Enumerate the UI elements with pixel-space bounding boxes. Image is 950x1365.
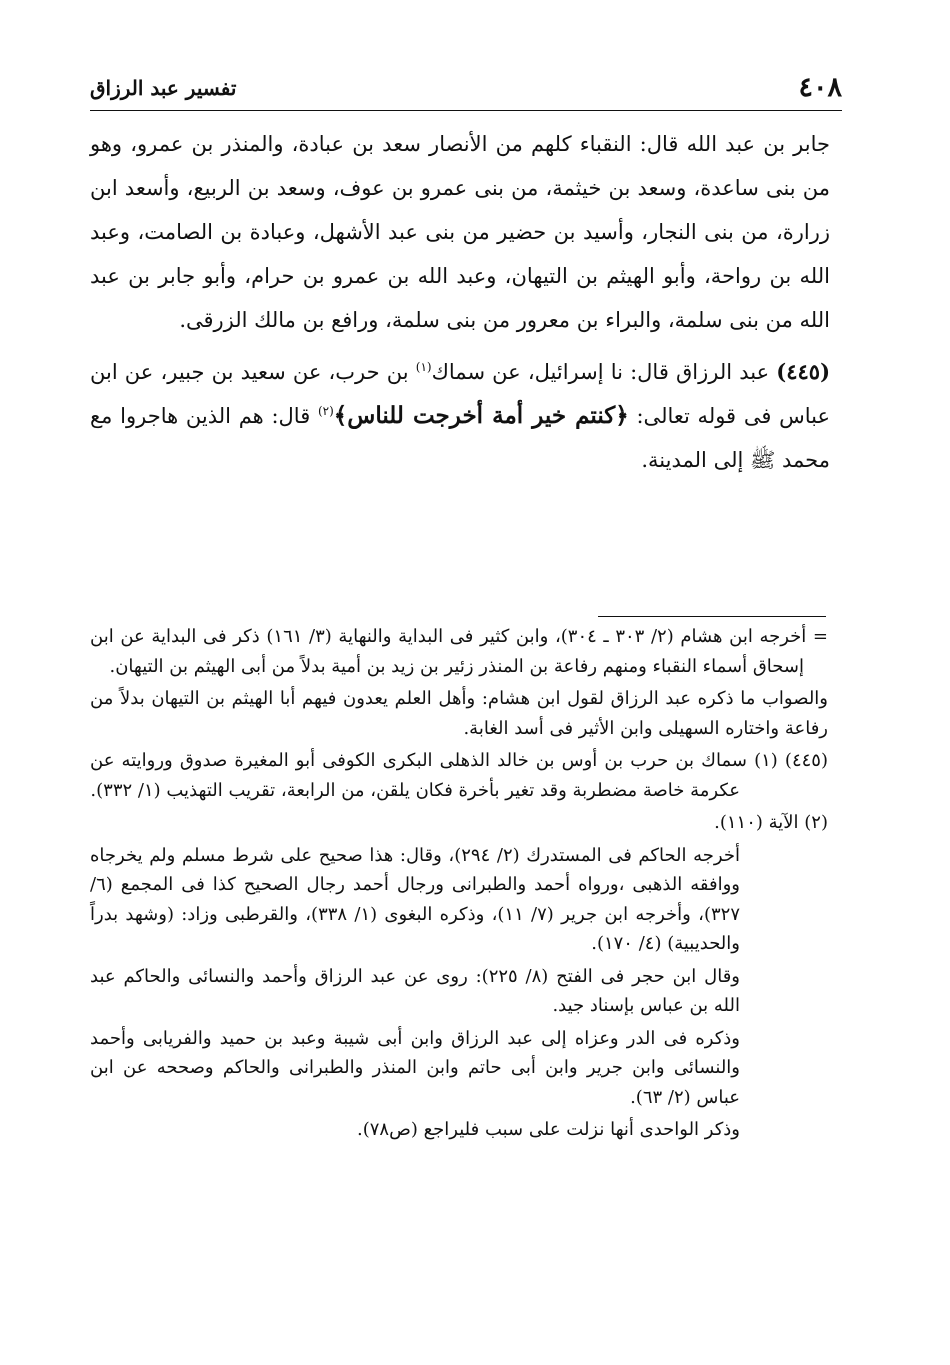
hadith-text-c: قال: هم الذين هاجروا مع محمد ﷺ إلى المدينة.	[90, 404, 830, 472]
footnote-ref-2: (٢)	[317, 404, 334, 418]
footnote-ref-1: (١)	[415, 360, 432, 374]
page-header	[90, 72, 842, 104]
footnote-2-durr: وذكره فى الدر وعزاه إلى عبد الرزاق وابن أبى شيبة وعبد بن حميد والفريابى وأحمد والنسائى وابن جرير وابن أبى حاتم وابن المنذر والطبرانى والحاكم وصححه عن ابن عباس (٢/ ٦٣).	[90, 1027, 740, 1108]
quran-verse: ﴿كنتم خير أمة أخرجت للناس﴾	[333, 402, 629, 429]
footnote-correction: والصواب ما ذكره عبد الرزاق لقول ابن هشام: وأهل العلم يعدون فيهم أبا الهيثم بن التيهان بدلاً من رفاعة واختاره السهيلى وابن الأثير فى أسد الغابة.	[90, 688, 828, 739]
footnote-2: (٢) الآية (١١٠).	[714, 812, 828, 833]
header-rule	[90, 110, 842, 111]
paragraph-naqaba: جابر بن عبد الله قال: النقباء كلهم من الأنصار سعد بن عبادة، والمنذر بن عمرو، وهو من بنى ساعدة، وسعد بن خيثمة، من بنى عمرو بن عوف، وسعد بن الربيع، وأسعد ابن زرارة، من بنى النجار، وأسيد بن حضير من بنى عبد الأشهل، وعبادة بن الصامت، وعبد الله بن رواحة، وأبو الهيثم بن التيهان، وعبد الله بن عمرو بن حرام، وأبو جابر بن عبد الله من بنى سلمة، والبراء بن معرور من بنى سلمة، ورافع بن مالك الزرقى.	[90, 132, 830, 332]
footnote-2-wahidi: وذكر الواحدى أنها نزلت على سبب فليراجع (ص٧٨).	[356, 1119, 740, 1140]
footnote-continued: = أخرجه ابن هشام (٢/ ٣٠٣ ـ ٣٠٤)، وابن كثير فى البداية والنهاية (٣/ ١٦١) ذكر فى البداية عن ابن إسحاق أسماء النقباء ومنهم رفاعة بن المنذر زئير بن زيد بن أمية بدلاً من أبى الهيثم بن التيهان.	[90, 626, 828, 677]
main-text	[90, 122, 830, 482]
paragraph-hadith-445	[90, 350, 830, 482]
footnotes	[90, 622, 828, 1148]
footnote-2-takhrij: أخرجه الحاكم فى المستدرك (٢/ ٢٩٤)، وقال: هذا صحيح على شرط مسلم ولم يخرجاه ووافقه الذهبى ،ورواه أحمد والطبرانى ورجال أحمد رجال الصحيح كذا فى المجمع (٦/ ٣٢٧)، وأخرجه ابن جرير (٧/ ١١)، وذكره البغوى (١/ ٣٣٨)، والقرطبى وزاد: (وشهد بدراً والحديبية) (٤/ ١٧٠).	[90, 844, 740, 954]
page-number: ٤٠٨	[798, 72, 842, 103]
hadith-text-a: عبد الرزاق قال: نا إسرائيل، عن سماك	[431, 360, 770, 384]
footnote-separator	[598, 616, 826, 617]
hadith-text-b: بن حرب، عن سعيد بن جبير، عن ابن عباس فى قوله تعالى:	[90, 360, 830, 428]
footnote-1: (٤٤٥) (١) سماك بن حرب بن أوس بن خالد الذهلى البكرى الكوفى أبو المغيرة صدوق وروايته عن عكرمة خاصة مضطربة وقد تغير بأخرة فكان يلقن، من الرابعة، تقريب التهذيب (١/ ٣٣٢).	[90, 750, 828, 801]
hadith-number: (٤٤٥)	[776, 359, 831, 384]
footnote-2-ibn-hajar: وقال ابن حجر فى الفتح (٨/ ٢٢٥): روى عن عبد الرزاق وأحمد والنسائى والحاكم عبد الله بن عباس بإسناد جيد.	[90, 965, 740, 1016]
running-title: تفسير عبد الرزاق	[90, 76, 237, 100]
